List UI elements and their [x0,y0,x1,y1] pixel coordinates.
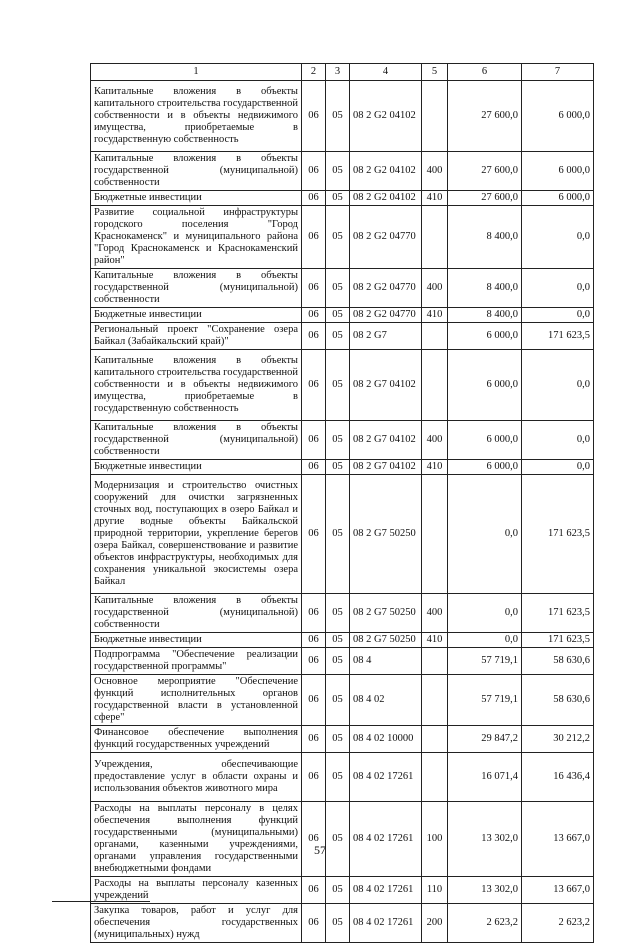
row-amount-year-2: 0,0 [522,206,594,269]
row-subsection-code: 05 [326,475,350,594]
table-row [91,726,594,753]
row-target-article: 08 4 02 17261 [350,802,422,877]
row-section-code: 06 [302,460,326,475]
row-expense-type: 400 [422,152,448,191]
row-target-article: 08 2 G2 04770 [350,206,422,269]
row-target-article: 08 4 02 [350,675,422,726]
row-subsection-code: 05 [326,421,350,460]
row-target-article: 08 2 G7 [350,323,422,350]
row-description: Основное мероприятие "Обеспечение функций исполнительных органов государственной власти в установленной сфере" [91,675,302,726]
table-row [91,475,594,594]
row-section-code: 06 [302,877,326,904]
row-amount-year-2: 0,0 [522,421,594,460]
row-description: Бюджетные инвестиции [91,308,302,323]
row-amount-year-2: 0,0 [522,308,594,323]
row-amount-year-1: 57 719,1 [448,648,522,675]
row-subsection-code: 05 [326,460,350,475]
footnote-divider [52,901,150,902]
row-section-code: 06 [302,323,326,350]
row-expense-type [422,726,448,753]
row-amount-year-1: 27 600,0 [448,81,522,152]
table-row [91,904,594,943]
row-description: Бюджетные инвестиции [91,460,302,475]
row-subsection-code: 05 [326,152,350,191]
row-target-article: 08 4 02 17261 [350,904,422,943]
row-amount-year-2: 171 623,5 [522,323,594,350]
row-amount-year-1: 0,0 [448,594,522,633]
row-amount-year-2: 0,0 [522,460,594,475]
row-section-code: 06 [302,350,326,421]
row-subsection-code: 05 [326,633,350,648]
row-target-article: 08 2 G2 04102 [350,191,422,206]
row-expense-type [422,675,448,726]
row-description: Развитие социальной инфраструктуры городского поселения "Город Краснокаменск" и муниципального района "Город Краснокаменск и Краснокаменский район" [91,206,302,269]
row-description: Модернизация и строительство очистных сооружений для очистки загрязненных сточных вод, поступающих в озеро Байкал и другие водные объекты Байкальской природной территории, укрепление берегов озера Байкал, совершенствование и развитие объектов инфраструктуры, необходимых для сохранения уникальной экосистемы озера Байкал [91,475,302,594]
row-amount-year-1: 6 000,0 [448,350,522,421]
row-description: Капитальные вложения в объекты капитального строительства государственной собственности и в объекты недвижимого имущества, приобретаемые в государственную собственность [91,81,302,152]
row-amount-year-1: 6 000,0 [448,460,522,475]
row-description: Финансовое обеспечение выполнения функций государственных учреждений [91,726,302,753]
row-description: Капитальные вложения в объекты капитального строительства государственной собственности и в объекты недвижимого имущества, приобретаемые в государственную собственность [91,350,302,421]
row-amount-year-1: 13 302,0 [448,802,522,877]
table-row [91,191,594,206]
table-row [91,350,594,421]
row-amount-year-2: 13 667,0 [522,802,594,877]
row-expense-type [422,475,448,594]
row-amount-year-1: 8 400,0 [448,269,522,308]
row-target-article: 08 2 G2 04770 [350,269,422,308]
row-subsection-code: 05 [326,877,350,904]
table-row [91,269,594,308]
budget-table [90,63,594,943]
row-section-code: 06 [302,648,326,675]
row-section-code: 06 [302,726,326,753]
row-section-code: 06 [302,802,326,877]
row-description: Бюджетные инвестиции [91,633,302,648]
row-amount-year-1: 27 600,0 [448,191,522,206]
row-description: Закупка товаров, работ и услуг для обеспечения государственных (муниципальных) нужд [91,904,302,943]
row-section-code: 06 [302,308,326,323]
row-amount-year-2: 0,0 [522,269,594,308]
row-subsection-code: 05 [326,753,350,802]
row-amount-year-2: 30 212,2 [522,726,594,753]
row-description: Бюджетные инвестиции [91,191,302,206]
table-row [91,206,594,269]
table-row [91,594,594,633]
row-section-code: 06 [302,633,326,648]
row-amount-year-1: 13 302,0 [448,877,522,904]
row-target-article: 08 2 G7 04102 [350,421,422,460]
column-header: 3 [326,64,350,81]
row-target-article: 08 2 G7 50250 [350,475,422,594]
row-expense-type: 410 [422,308,448,323]
table-row [91,460,594,475]
table-row [91,152,594,191]
row-amount-year-1: 8 400,0 [448,206,522,269]
table-row [91,308,594,323]
row-section-code: 06 [302,675,326,726]
row-expense-type: 110 [422,877,448,904]
row-target-article: 08 2 G7 50250 [350,633,422,648]
table-row [91,877,594,904]
row-amount-year-2: 58 630,6 [522,648,594,675]
row-amount-year-1: 0,0 [448,633,522,648]
row-subsection-code: 05 [326,308,350,323]
row-expense-type: 410 [422,633,448,648]
row-target-article: 08 4 [350,648,422,675]
row-section-code: 06 [302,152,326,191]
row-expense-type: 200 [422,904,448,943]
row-amount-year-2: 6 000,0 [522,81,594,152]
row-amount-year-1: 8 400,0 [448,308,522,323]
row-subsection-code: 05 [326,904,350,943]
row-amount-year-1: 6 000,0 [448,323,522,350]
row-target-article: 08 2 G7 04102 [350,460,422,475]
row-description: Учреждения, обеспечивающие предоставление услуг в области охраны и использования объектов животного мира [91,753,302,802]
row-expense-type: 410 [422,191,448,206]
row-section-code: 06 [302,206,326,269]
table-row [91,323,594,350]
row-amount-year-2: 171 623,5 [522,594,594,633]
row-amount-year-2: 58 630,6 [522,675,594,726]
table-row [91,81,594,152]
row-description: Расходы на выплаты персоналу в целях обеспечения выполнения функций государственными (муниципальными) органами, казенными учреждениями, органами управления государственными внебюджетными фондами [91,802,302,877]
row-expense-type [422,206,448,269]
row-section-code: 06 [302,753,326,802]
row-amount-year-2: 6 000,0 [522,152,594,191]
row-subsection-code: 05 [326,675,350,726]
table-row [91,648,594,675]
table-row [91,753,594,802]
row-expense-type: 400 [422,594,448,633]
row-target-article: 08 4 02 10000 [350,726,422,753]
row-amount-year-2: 16 436,4 [522,753,594,802]
row-section-code: 06 [302,594,326,633]
table-header-row [91,64,594,81]
table-row [91,675,594,726]
row-target-article: 08 4 02 17261 [350,877,422,904]
row-subsection-code: 05 [326,802,350,877]
column-header: 4 [350,64,422,81]
column-header: 5 [422,64,448,81]
row-expense-type [422,81,448,152]
row-amount-year-1: 57 719,1 [448,675,522,726]
row-expense-type: 410 [422,460,448,475]
table-row [91,802,594,877]
table-body [91,81,594,943]
row-section-code: 06 [302,191,326,206]
row-expense-type: 400 [422,421,448,460]
row-target-article: 08 4 02 17261 [350,753,422,802]
row-expense-type: 400 [422,269,448,308]
row-target-article: 08 2 G2 04770 [350,308,422,323]
row-amount-year-1: 2 623,2 [448,904,522,943]
row-subsection-code: 05 [326,323,350,350]
row-subsection-code: 05 [326,191,350,206]
row-target-article: 08 2 G2 04102 [350,152,422,191]
column-header: 1 [91,64,302,81]
row-amount-year-1: 6 000,0 [448,421,522,460]
column-header: 2 [302,64,326,81]
row-subsection-code: 05 [326,350,350,421]
row-subsection-code: 05 [326,206,350,269]
row-description: Капитальные вложения в объекты государственной (муниципальной) собственности [91,269,302,308]
row-amount-year-1: 27 600,0 [448,152,522,191]
row-expense-type [422,350,448,421]
row-section-code: 06 [302,81,326,152]
row-section-code: 06 [302,269,326,308]
row-amount-year-2: 2 623,2 [522,904,594,943]
row-description: Подпрограмма "Обеспечение реализации государственной программы" [91,648,302,675]
row-amount-year-1: 16 071,4 [448,753,522,802]
row-subsection-code: 05 [326,648,350,675]
row-description: Расходы на выплаты персоналу казенных учреждений [91,877,302,904]
row-section-code: 06 [302,421,326,460]
column-header: 7 [522,64,594,81]
row-description: Капитальные вложения в объекты государственной (муниципальной) собственности [91,152,302,191]
row-description: Капитальные вложения в объекты государственной (муниципальной) собственности [91,594,302,633]
row-target-article: 08 2 G2 04102 [350,81,422,152]
row-section-code: 06 [302,904,326,943]
row-expense-type [422,648,448,675]
page-number: 57 [314,843,326,857]
row-amount-year-1: 0,0 [448,475,522,594]
row-subsection-code: 05 [326,269,350,308]
row-description: Капитальные вложения в объекты государственной (муниципальной) собственности [91,421,302,460]
row-amount-year-2: 171 623,5 [522,475,594,594]
row-amount-year-2: 13 667,0 [522,877,594,904]
column-header: 6 [448,64,522,81]
table-row [91,633,594,648]
table-row [91,421,594,460]
row-subsection-code: 05 [326,594,350,633]
row-expense-type: 100 [422,802,448,877]
row-amount-year-2: 0,0 [522,350,594,421]
row-amount-year-1: 29 847,2 [448,726,522,753]
row-expense-type [422,323,448,350]
row-subsection-code: 05 [326,726,350,753]
row-expense-type [422,753,448,802]
row-amount-year-2: 171 623,5 [522,633,594,648]
row-subsection-code: 05 [326,81,350,152]
row-description: Региональный проект "Сохранение озера Байкал (Забайкальский край)" [91,323,302,350]
row-target-article: 08 2 G7 50250 [350,594,422,633]
row-section-code: 06 [302,475,326,594]
row-amount-year-2: 6 000,0 [522,191,594,206]
row-target-article: 08 2 G7 04102 [350,350,422,421]
